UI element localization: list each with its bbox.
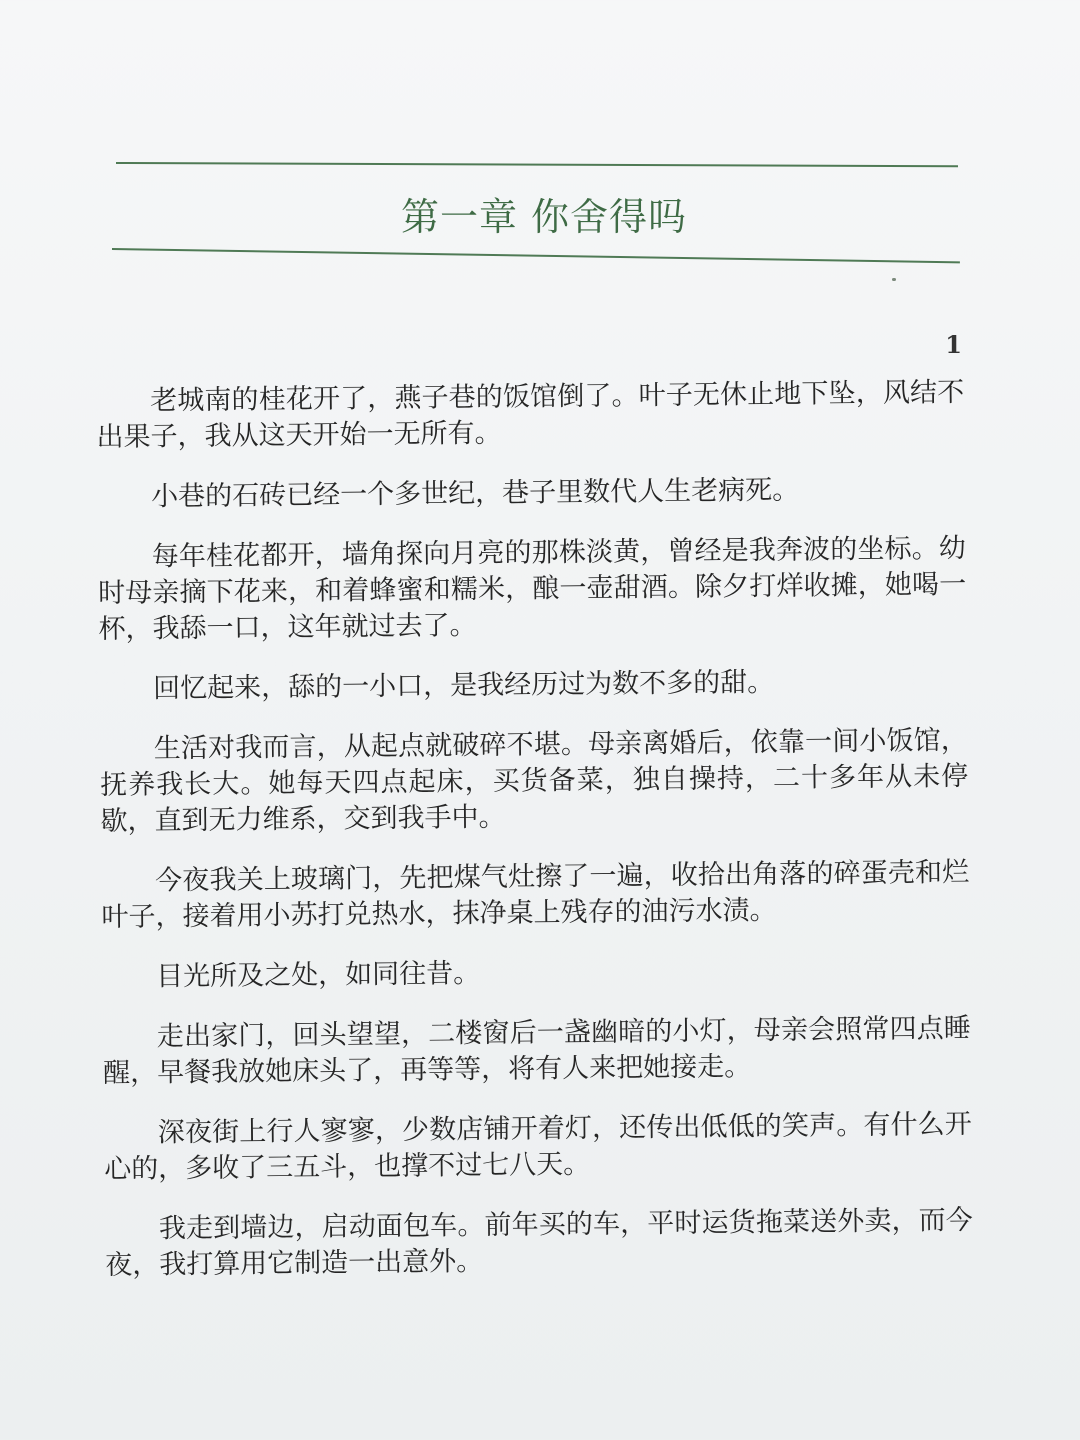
paragraph-10: 我走到墙边，启动面包车。前年买的车，平时运货拖菜送外卖，而今夜，我打算用它制造一出意外。 — [105, 1204, 973, 1281]
paragraph-3: 每年桂花都开，墙角探向月亮的那株淡黄，曾经是我奔波的坐标。幼时母亲摘下花来，和着蜂蜜和糯米，酿一壶甜酒。除夕打烊收摊，她喝一杯，我舔一口，这年就过去了。 — [98, 532, 967, 645]
paragraph-4: 回忆起来，舔的一小口，是我经历过为数不多的甜。 — [153, 666, 775, 705]
paragraph-8: 走出家门，回头望望，二楼窗后一盏幽暗的小灯，母亲会照常四点睡醒，早餐我放她床头了，再等等，将有人来把她接走。 — [103, 1012, 971, 1089]
title-top-rule — [116, 162, 958, 167]
page-number: 1 — [945, 330, 962, 359]
chapter-body — [96, 375, 974, 1308]
paper-speck — [892, 278, 896, 281]
paragraph-2: 小巷的石砖已经一个多世纪，巷子里数代人生老病死。 — [151, 474, 800, 513]
paragraph-1: 老城南的桂花开了，燕子巷的饭馆倒了。叶子无休止地下坠，风结不出果子，我从这天开始一无所有。 — [96, 376, 965, 453]
title-bottom-rule — [112, 248, 960, 263]
paragraph-7: 目光所及之处，如同往昔。 — [156, 958, 481, 993]
chapter-title: 第一章 你舍得吗 — [400, 195, 688, 239]
paragraph-9: 深夜街上行人寥寥，少数店铺开着灯，还传出低低的笑声。有什么开心的，多收了三五斗，也撑不过七八天。 — [104, 1108, 972, 1185]
paragraph-6: 今夜我关上玻璃门，先把煤气灶擦了一遍，收拾出角落的碎蛋壳和烂叶子，接着用小苏打兑热水，抹净桌上残存的油污水渍。 — [101, 856, 970, 933]
paragraph-5: 生活对我而言，从起点就破碎不堪。母亲离婚后，依靠一间小饭馆，抚养我长大。她每天四点起床，买货备菜，独自操持，二十多年从未停歇，直到无力维系，交到我手中。 — [100, 724, 969, 837]
